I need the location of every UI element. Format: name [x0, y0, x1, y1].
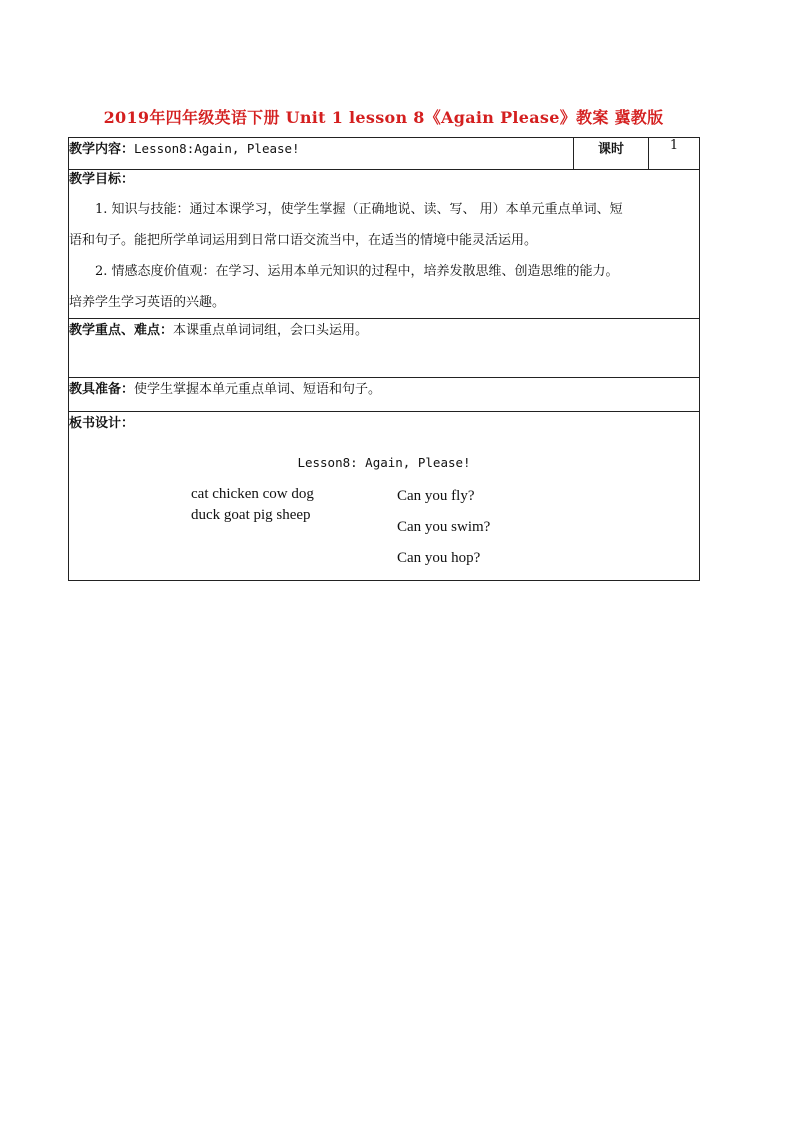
tools-label: 教具准备： [69, 382, 135, 397]
key-points-label: 教学重点、难点： [69, 323, 174, 338]
goal-item-1-continued: 语和句子。能把所学单词运用到日常口语交流当中，在适当的情境中能灵活运用。 [69, 233, 538, 248]
document-title: 2019年四年级英语下册 Unit 1 lesson 8《Again Please》教案 冀教版 [103, 108, 664, 127]
content-value: Lesson8:Again, Please! [134, 141, 300, 156]
vocabulary-line-1: cat chicken cow dog [191, 486, 314, 502]
key-points-cell [69, 319, 700, 378]
keshi-label: 课时 [574, 138, 649, 170]
board-questions [397, 486, 490, 579]
key-points-value: 本课重点单词词组，会口头运用。 [173, 323, 369, 338]
goal-item-2: 2. 情感态度价值观：在学习、运用本单元知识的过程中，培养发散思维、创造思维的能力。 [95, 264, 619, 279]
tools-row [69, 378, 700, 412]
goal-item-2-continued: 培养学生学习英语的兴趣。 [69, 295, 226, 310]
question-swim: Can you swim? [397, 519, 491, 535]
goal-item-1: 1. 知识与技能：通过本课学习，使学生掌握（正确地说、读、写、 用）本单元重点单词、短 [95, 202, 623, 217]
tools-value: 使学生掌握本单元重点单词、短语和句子。 [134, 382, 382, 397]
keshi-value: 1 [649, 138, 700, 170]
key-points-row [69, 319, 700, 378]
board-label: 板书设计： [69, 416, 135, 431]
question-hop: Can you hop? [397, 550, 481, 566]
content-cell [69, 138, 574, 170]
board-lesson-title: Lesson8: Again, Please! [297, 455, 471, 470]
content-label: 教学内容： [69, 142, 135, 157]
vocabulary-line-2: duck goat pig sheep [191, 507, 311, 523]
question-fly: Can you fly? [397, 488, 475, 504]
board-row [69, 412, 700, 581]
goals-cell [69, 170, 700, 319]
tools-cell [69, 378, 700, 412]
goals-row [69, 170, 700, 319]
goals-label: 教学目标： [69, 172, 135, 187]
content-row [69, 138, 700, 170]
lesson-plan-table [68, 137, 700, 581]
board-vocabulary [191, 484, 314, 526]
board-cell [69, 412, 700, 581]
